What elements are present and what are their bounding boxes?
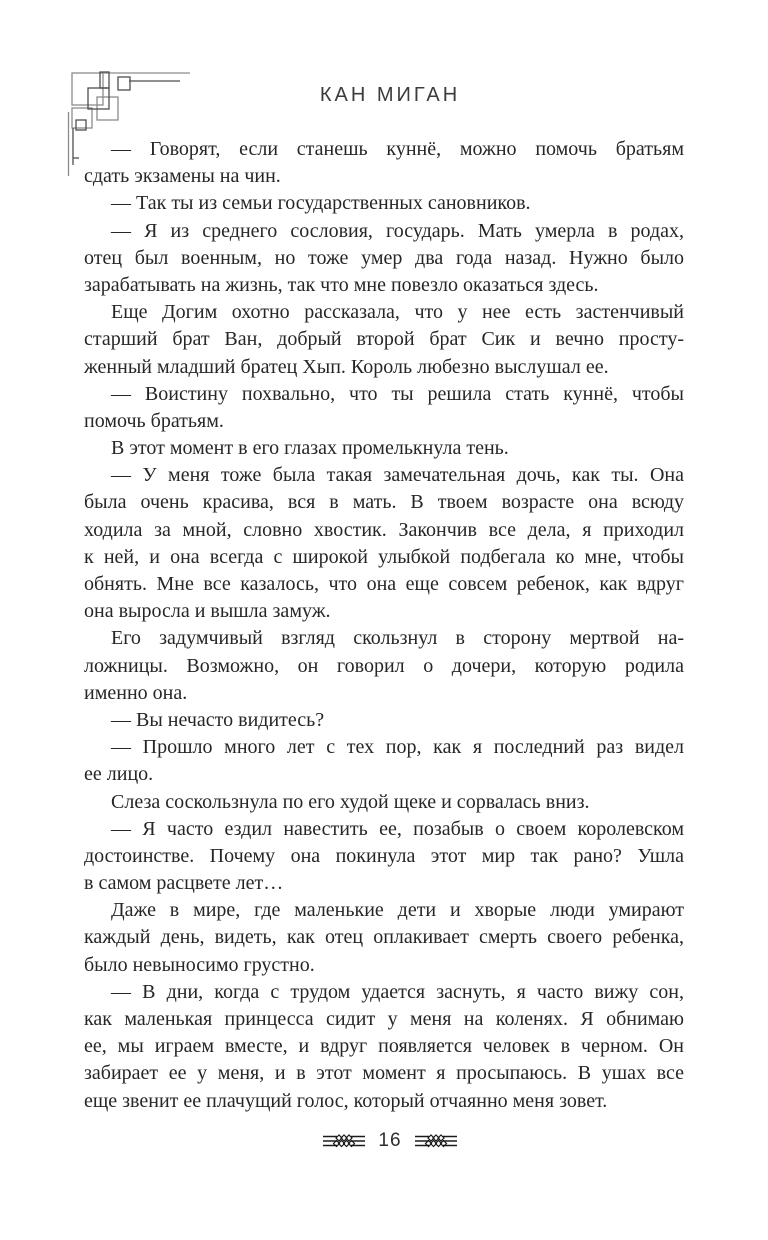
- body-line: именно она.: [84, 681, 188, 704]
- body-line: каждый день, видеть, как отец оплакивает смерть своего ребенка,: [84, 926, 684, 949]
- body-line: — Вы нечасто видитесь?: [111, 708, 325, 731]
- body-text: [84, 136, 684, 1115]
- body-line: — Воистину похвально, что ты решила стать куннё, чтобы: [111, 382, 684, 405]
- body-line: помочь братьям.: [84, 409, 224, 432]
- body-line: — У меня тоже была такая замечательная дочь, как ты. Она: [111, 464, 684, 487]
- body-line: было невыносимо грустно.: [84, 953, 315, 976]
- body-line: достоинстве. Почему она покинула этот мир так рано? Ушла: [84, 844, 684, 867]
- body-line: она выросла и вышла замуж.: [84, 600, 331, 623]
- body-line: — Я из среднего сословия, государь. Мать умерла в родах,: [111, 219, 684, 242]
- body-line: Слеза соскользнула по его худой щеке и сорвалась вниз.: [111, 790, 590, 813]
- body-line: к ней, и она всегда с широкой улыбкой подбегала ко мне, чтобы: [84, 545, 684, 568]
- footer-flourish-right-icon: [415, 1133, 457, 1149]
- page-footer: [6, 1130, 768, 1152]
- body-line: В этот момент в его глазах промелькнула тень.: [111, 437, 509, 460]
- body-line: ходила за мной, словно хвостик. Закончив все дела, я приходил: [84, 518, 684, 541]
- body-line: — Прошло много лет с тех пор, как я последний раз видел: [111, 736, 684, 759]
- footer-flourish-left-icon: [323, 1133, 365, 1149]
- body-line: старший брат Ван, добрый второй брат Сик и вечно просту-: [84, 328, 684, 351]
- body-line: ложницы. Возможно, он говорил о дочери, которую родила: [84, 654, 684, 677]
- body-line: ее, мы играем вместе, и вдруг появляется человек в черном. Он: [84, 1035, 684, 1058]
- body-line: женный младший братец Хып. Король любезно выслушал ее.: [84, 355, 609, 378]
- page-number: 16: [378, 1130, 402, 1151]
- body-line: — В дни, когда с трудом удается заснуть, я часто вижу сон,: [111, 980, 684, 1003]
- body-line: Его задумчивый взгляд скользнул в сторону мертвой на-: [111, 627, 684, 650]
- body-line: — Говорят, если станешь куннё, можно помочь братьям: [111, 138, 684, 160]
- body-line: Даже в мире, где маленькие дети и хворые люди умирают: [111, 899, 684, 922]
- running-header: КАН МИГАН: [319, 84, 461, 106]
- body-line: — Так ты из семьи государственных сановников.: [111, 192, 531, 215]
- body-line: обнять. Мне все казалось, что она еще совсем ребенок, как вдруг: [84, 573, 684, 595]
- body-line: сдать экзамены на чин.: [84, 165, 281, 188]
- body-line: еще звенит ее плачущий голос, который отчаянно меня зовет.: [84, 1089, 608, 1112]
- body-line: Еще Догим охотно рассказала, что у нее есть застенчивый: [111, 301, 684, 324]
- body-line: отец был военным, но тоже умер два года назад. Нужно было: [84, 246, 684, 269]
- body-line: в самом расцвете лет…: [84, 872, 284, 895]
- body-line: зарабатывать на жизнь, так что мне повезло оказаться здесь.: [84, 273, 599, 296]
- body-line: забирает ее у меня, и в этот момент я просыпаюсь. В ушах все: [84, 1062, 684, 1085]
- body-line: — Я часто ездил навестить ее, позабыв о своем королевском: [111, 817, 684, 840]
- body-line: как маленькая принцесса сидит у меня на коленях. Я обнимаю: [84, 1008, 684, 1030]
- body-line: была очень красива, вся в мать. В твоем возрасте она всюду: [84, 491, 684, 514]
- body-line: ее лицо.: [84, 763, 154, 786]
